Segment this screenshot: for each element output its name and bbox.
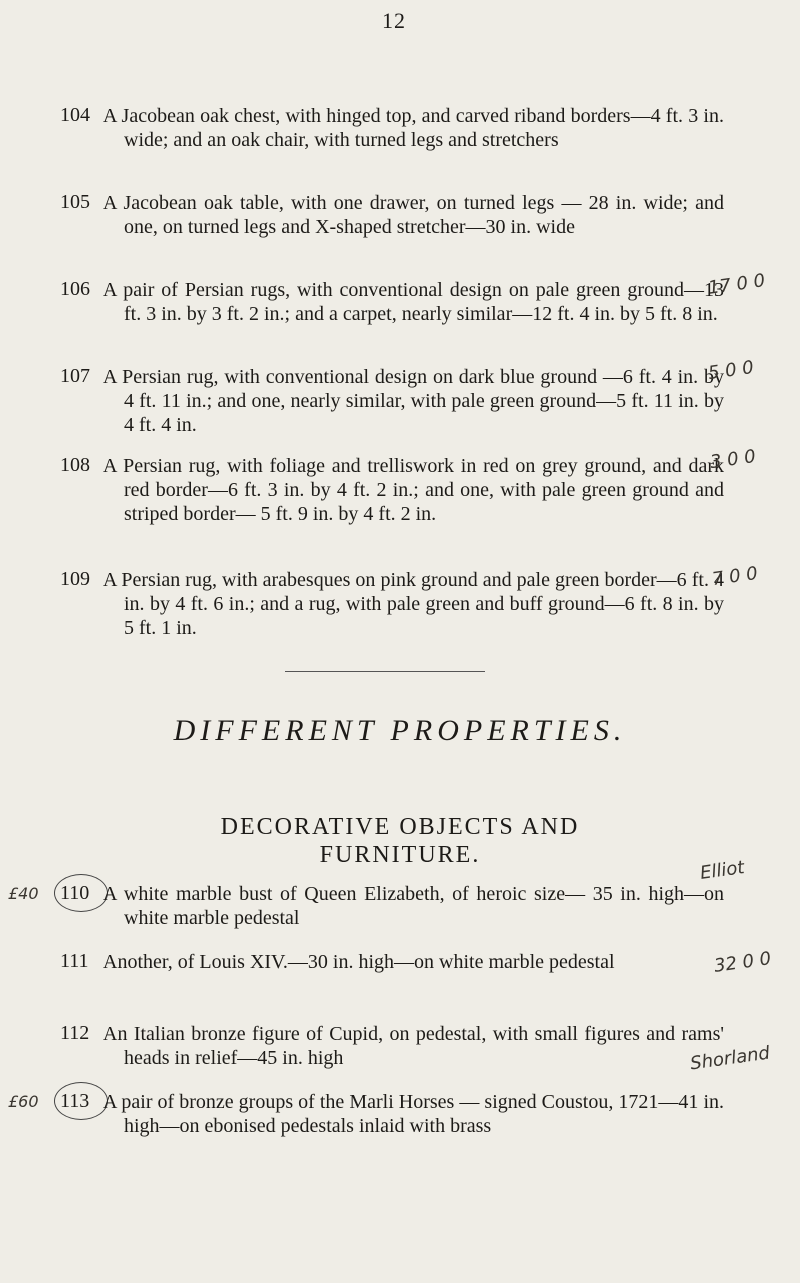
annotation-112: Shorland [688,1042,772,1075]
circle-mark [54,874,108,912]
lot-number: 104 [60,104,90,126]
annotation-111: 32 0 0 [712,948,773,977]
lot-number: 108 [60,454,90,476]
circle-mark [54,1082,108,1120]
lot-description: An Italian bronze figure of Cupid, on pedestal, with small figures and rams' heads in relief—45 in. high [103,1023,724,1069]
lot-description: A pair of bronze groups of the Marli Horses — signed Coustou, 1721—41 in. high—on ebonised pedestals inlaid with brass [103,1091,724,1137]
lot-description: Another, of Louis XIV.—30 in. high—on white marble pedestal [103,951,615,973]
lot-number: 111 [60,950,89,972]
lot-description: A white marble bust of Queen Elizabeth, of heroic size— 35 in. high—on white marble pedestal [103,883,724,929]
subsection-title-line2: FURNITURE. [319,842,481,868]
lot-description: A Jacobean oak table, with one drawer, on turned legs — 28 in. wide; and one, on turned legs and X-shaped stretcher—30 in. wide [103,192,724,238]
lot-number: 105 [60,191,90,213]
lot-number: 109 [60,568,90,590]
annotation-106: 17 0 0 [706,270,767,299]
annotation-108: 3 0 0 [708,445,758,474]
lot-number: 113 [60,1090,90,1112]
annotation-107: 5 0 0 [706,356,756,385]
lot-description: A pair of Persian rugs, with conventional design on pale green ground—13 ft. 3 in. by 3 ft. 2 in.; and a carpet, nearly similar—12 ft. 4 in. by 5 ft. 8 in. [103,279,724,325]
lot-description: A Persian rug, with arabesques on pink ground and pale green border—6 ft. 4 in. by 4 ft. 6 in.; and a rug, with pale green and buff ground—6 ft. 8 in. by 5 ft. 1 in. [103,569,724,639]
page-number: 12 [382,8,406,33]
lot-number: 106 [60,278,90,300]
section-title: DIFFERENT PROPERTIES. [173,714,627,747]
lot-number: 112 [60,1022,90,1044]
section-divider [285,671,485,672]
lot-number: 110 [60,882,90,904]
subsection-title-line1: DECORATIVE OBJECTS AND [220,814,580,840]
left-margin-note-113: £60 [8,1092,39,1111]
lot-description: A Persian rug, with foliage and trelliswork in red on grey ground, and dark red border—6 ft. 3 in. by 4 ft. 2 in.; and one, with pale green ground and striped border— 5 ft. 9 in. by 4 ft. 2 in. [103,455,724,525]
annotation-110: Elliot [698,857,746,884]
lot-description: A Persian rug, with conventional design on dark blue ground —6 ft. 4 in. by 4 ft. 11 in.; and one, nearly similar, with pale green ground—5 ft. 11 in. by 4 ft. 4 in. [103,366,724,436]
left-margin-note-110: £40 [8,884,39,903]
lot-number: 107 [60,365,90,387]
annotation-109: 7 0 0 [710,562,760,591]
lot-description: A Jacobean oak chest, with hinged top, and carved riband borders—4 ft. 3 in. wide; and an oak chair, with turned legs and stretchers [103,105,724,151]
